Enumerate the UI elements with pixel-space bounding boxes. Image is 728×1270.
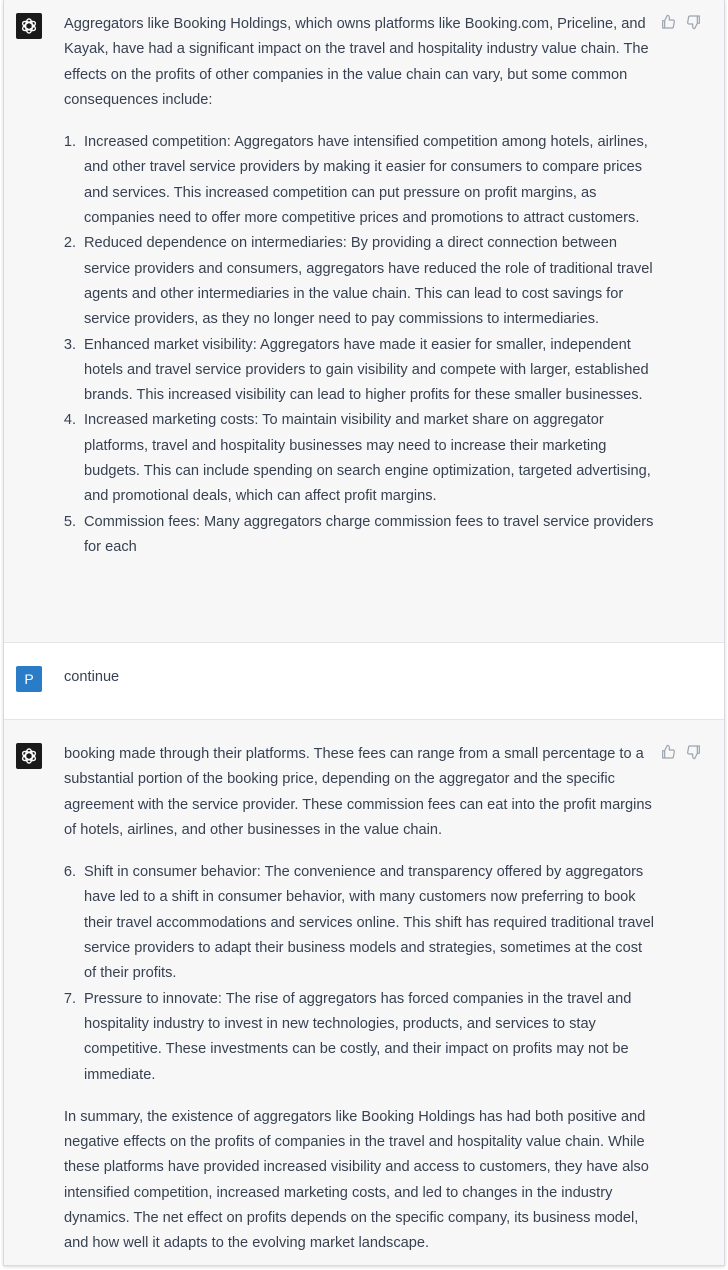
user-avatar: P (16, 666, 42, 692)
list-item-text: Increased competition: Aggregators have intensified competition among hotels, airlines, and other travel service providers by making it easier for consumers to compare prices and services. This increased competition can put pressure on profit margins, as companies need to offer more competitive prices and promotions to attract customers. (84, 134, 648, 227)
list-number: 2. (63, 235, 76, 252)
list-number: 4. (63, 412, 76, 429)
numbered-list (64, 860, 656, 1088)
list-item-text: Enhanced market visibility: Aggregators have made it easier for smaller, independent hotels and travel service providers to gain visibility and compete with larger, established brands. This increased visibility can lead to higher profits for these smaller businesses. (84, 336, 649, 404)
assistant-message-2 (4, 719, 724, 1266)
list-number: 3. (63, 336, 76, 353)
chat-frame (3, 0, 725, 1266)
summary-paragraph: In summary, the existence of aggregators like Booking Holdings has had both positive and negative effects on the profits of companies in the travel and hospitality value chain. While these platforms have provided increased visibility and access to customers, they have also intensified competition, increased marketing costs, and led to changes in the industry dynamics. The net effect on profits depends on the specific company, its business model, and how well it adapts to the evolving market landscape. (64, 1108, 649, 1252)
list-item-text: Commission fees: Many aggregators charge commission fees to travel service providers for each (84, 513, 654, 555)
message-content (64, 12, 656, 560)
openai-logo-icon (16, 13, 42, 39)
intro-paragraph: Aggregators like Booking Holdings, which owns platforms like Booking.com, Priceline, and Kayak, have had a significant impact on the travel and hospitality industry value chain. The effects on the profits of other companies in the value chain can vary, but some common consequences include: (64, 16, 649, 108)
list-number: 7. (63, 990, 76, 1007)
list-item (64, 333, 656, 409)
list-item-text: Shift in consumer behavior: The convenience and transparency offered by aggregators have led to a shift in consumer behavior, with many customers now preferring to book their travel accommodations and services online. This shift has required traditional travel service providers to adapt their business models and strategies, sometimes at the cost of their profits. (84, 864, 654, 982)
thumbs-down-icon[interactable] (686, 744, 702, 760)
list-number: 1. (63, 134, 76, 151)
list-item-text: Increased marketing costs: To maintain visibility and market share on aggregator platforms, travel and hospitality businesses may need to increase their marketing budgets. This can include spending on search engine optimization, targeted advertising, and promotional deals, which can affect profit margins. (84, 412, 651, 505)
list-item (64, 408, 656, 509)
user-message-text: continue (64, 669, 120, 685)
thumbs-up-icon[interactable] (660, 744, 676, 760)
list-number: 5. (63, 513, 76, 530)
user-message (4, 642, 724, 720)
assistant-message-1 (4, 0, 724, 642)
list-number: 6. (63, 864, 76, 881)
list-item (64, 510, 656, 561)
list-item-text: Reduced dependence on intermediaries: By providing a direct connection between service providers and consumers, aggregators have reduced the role of traditional travel agents and other intermediaries in the value chain. This can lead to cost savings for service providers, as they no longer need to pay commissions to intermediaries. (84, 235, 653, 328)
list-item (64, 130, 656, 231)
numbered-list (64, 130, 656, 560)
continuation-paragraph: booking made through their platforms. These fees can range from a small percentage to a substantial portion of the booking price, depending on the aggregator and the specific agreement with the service provider. These commission fees can eat into the profit margins of hotels, airlines, and other businesses in the value chain. (64, 746, 652, 838)
thumbs-up-icon[interactable] (660, 14, 676, 30)
list-item (64, 987, 656, 1088)
list-item-text: Pressure to innovate: The rise of aggregators has forced companies in the travel and hospitality industry to invest in new technologies, products, and services to stay competitive. These investments can be costly, and their impact on profits may not be immediate. (84, 990, 632, 1083)
openai-logo-icon (16, 743, 42, 769)
feedback-controls (660, 744, 702, 760)
list-item (64, 860, 656, 986)
feedback-controls (660, 14, 702, 30)
message-content (64, 742, 656, 1257)
list-item (64, 231, 656, 332)
thumbs-down-icon[interactable] (686, 14, 702, 30)
